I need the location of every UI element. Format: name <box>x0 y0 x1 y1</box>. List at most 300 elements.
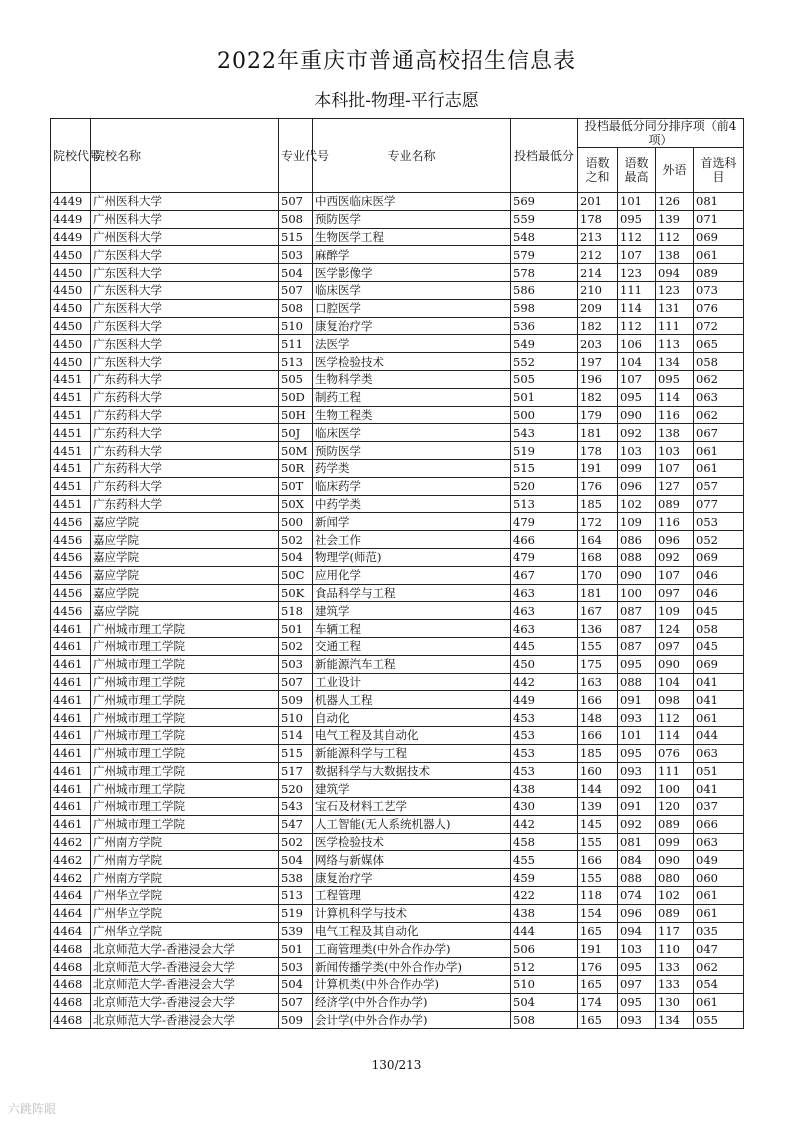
cell-first-subject: 041 <box>694 691 744 709</box>
cell-school-name: 广州南方学院 <box>91 851 279 869</box>
cell-school-code: 4468 <box>51 976 91 994</box>
cell-school-code: 4450 <box>51 335 91 353</box>
cell-school-code: 4461 <box>51 709 91 727</box>
table-row <box>51 513 744 531</box>
cell-major-name: 医学影像学 <box>313 264 511 282</box>
cell-major-name: 工业设计 <box>313 673 511 691</box>
cell-major-code: 50J <box>279 424 313 442</box>
cell-major-code: 543 <box>279 798 313 816</box>
table-row <box>51 459 744 477</box>
cell-first-subject: 045 <box>694 602 744 620</box>
table-row <box>51 406 744 424</box>
cell-first-subject: 058 <box>694 353 744 371</box>
cell-school-name: 广东医科大学 <box>91 335 279 353</box>
table-row <box>51 317 744 335</box>
cell-max: 114 <box>618 299 656 317</box>
cell-min-score: 442 <box>511 673 578 691</box>
cell-max: 099 <box>618 459 656 477</box>
cell-school-name: 广东药科大学 <box>91 477 279 495</box>
cell-major-code: 520 <box>279 780 313 798</box>
cell-max: 102 <box>618 495 656 513</box>
cell-school-code: 4450 <box>51 317 91 335</box>
cell-min-score: 548 <box>511 228 578 246</box>
cell-max: 084 <box>618 851 656 869</box>
cell-major-code: 503 <box>279 655 313 673</box>
cell-school-code: 4461 <box>51 815 91 833</box>
table-row <box>51 210 744 228</box>
cell-min-score: 508 <box>511 1011 578 1029</box>
cell-school-name: 广州南方学院 <box>91 833 279 851</box>
cell-min-score: 598 <box>511 299 578 317</box>
cell-major-name: 预防医学 <box>313 442 511 460</box>
cell-first-subject: 061 <box>694 709 744 727</box>
cell-major-code: 515 <box>279 228 313 246</box>
cell-school-name: 广州城市理工学院 <box>91 798 279 816</box>
cell-sum: 185 <box>578 744 618 762</box>
cell-first-subject: 067 <box>694 424 744 442</box>
cell-school-code: 4461 <box>51 620 91 638</box>
cell-major-code: 507 <box>279 673 313 691</box>
cell-min-score: 559 <box>511 210 578 228</box>
cell-major-name: 临床药学 <box>313 477 511 495</box>
cell-school-name: 广东医科大学 <box>91 281 279 299</box>
cell-foreign: 131 <box>656 299 694 317</box>
cell-sum: 203 <box>578 335 618 353</box>
cell-school-code: 4462 <box>51 851 91 869</box>
cell-foreign: 102 <box>656 887 694 905</box>
cell-first-subject: 062 <box>694 406 744 424</box>
cell-major-name: 临床医学 <box>313 281 511 299</box>
cell-max: 106 <box>618 335 656 353</box>
table-body <box>51 193 744 1029</box>
cell-first-subject: 057 <box>694 477 744 495</box>
cell-major-name: 机器人工程 <box>313 691 511 709</box>
table-row <box>51 495 744 513</box>
cell-max: 081 <box>618 833 656 851</box>
cell-major-code: 508 <box>279 299 313 317</box>
cell-major-name: 网络与新媒体 <box>313 851 511 869</box>
table-row <box>51 620 744 638</box>
cell-first-subject: 041 <box>694 780 744 798</box>
cell-school-name: 广东药科大学 <box>91 459 279 477</box>
table-row <box>51 851 744 869</box>
header-first-subject: 首选科目 <box>694 148 744 193</box>
page-subtitle: 本科批-物理-平行志愿 <box>314 91 479 111</box>
cell-sum: 160 <box>578 762 618 780</box>
cell-max: 095 <box>618 210 656 228</box>
cell-major-name: 预防医学 <box>313 210 511 228</box>
table-row <box>51 264 744 282</box>
table-row <box>51 370 744 388</box>
cell-min-score: 543 <box>511 424 578 442</box>
cell-max: 092 <box>618 815 656 833</box>
cell-school-code: 4450 <box>51 299 91 317</box>
cell-sum: 212 <box>578 246 618 264</box>
cell-major-code: 50C <box>279 566 313 584</box>
cell-max: 112 <box>618 228 656 246</box>
cell-school-code: 4461 <box>51 744 91 762</box>
table-row <box>51 744 744 762</box>
cell-major-code: 515 <box>279 744 313 762</box>
table-row <box>51 833 744 851</box>
cell-school-code: 4451 <box>51 477 91 495</box>
cell-major-name: 法医学 <box>313 335 511 353</box>
cell-major-code: 502 <box>279 531 313 549</box>
cell-school-name: 广东药科大学 <box>91 424 279 442</box>
cell-first-subject: 041 <box>694 673 744 691</box>
cell-school-code: 4464 <box>51 887 91 905</box>
cell-first-subject: 046 <box>694 584 744 602</box>
cell-school-name: 嘉应学院 <box>91 602 279 620</box>
cell-major-name: 工商管理类(中外合作办学) <box>313 940 511 958</box>
cell-school-name: 广州华立学院 <box>91 904 279 922</box>
cell-foreign: 095 <box>656 370 694 388</box>
table-row <box>51 193 744 211</box>
cell-major-code: 508 <box>279 210 313 228</box>
cell-school-code: 4456 <box>51 602 91 620</box>
cell-school-name: 嘉应学院 <box>91 548 279 566</box>
cell-school-code: 4451 <box>51 370 91 388</box>
cell-max: 086 <box>618 531 656 549</box>
cell-max: 092 <box>618 424 656 442</box>
cell-first-subject: 061 <box>694 904 744 922</box>
cell-foreign: 133 <box>656 958 694 976</box>
cell-foreign: 117 <box>656 922 694 940</box>
cell-min-score: 512 <box>511 958 578 976</box>
cell-min-score: 458 <box>511 833 578 851</box>
cell-major-name: 新能源科学与工程 <box>313 744 511 762</box>
cell-min-score: 445 <box>511 637 578 655</box>
cell-first-subject: 076 <box>694 299 744 317</box>
table-row <box>51 602 744 620</box>
cell-sum: 155 <box>578 637 618 655</box>
cell-school-name: 广东医科大学 <box>91 299 279 317</box>
cell-school-code: 4451 <box>51 442 91 460</box>
cell-school-code: 4464 <box>51 904 91 922</box>
cell-foreign: 103 <box>656 442 694 460</box>
header-sum: 语数之和 <box>578 148 618 193</box>
cell-major-code: 507 <box>279 993 313 1011</box>
cell-school-code: 4451 <box>51 424 91 442</box>
cell-major-code: 509 <box>279 1011 313 1029</box>
cell-major-code: 507 <box>279 281 313 299</box>
cell-school-name: 广州城市理工学院 <box>91 655 279 673</box>
cell-max: 095 <box>618 958 656 976</box>
table-row <box>51 584 744 602</box>
cell-sum: 145 <box>578 815 618 833</box>
cell-foreign: 094 <box>656 264 694 282</box>
cell-school-code: 4461 <box>51 726 91 744</box>
cell-school-name: 嘉应学院 <box>91 513 279 531</box>
admission-table <box>50 118 744 1029</box>
cell-first-subject: 066 <box>694 815 744 833</box>
table-row <box>51 976 744 994</box>
cell-school-name: 广东药科大学 <box>91 495 279 513</box>
cell-major-code: 50K <box>279 584 313 602</box>
cell-max: 103 <box>618 940 656 958</box>
header-foreign: 外语 <box>656 148 694 193</box>
cell-min-score: 505 <box>511 370 578 388</box>
cell-foreign: 107 <box>656 566 694 584</box>
cell-major-name: 医学检验技术 <box>313 353 511 371</box>
cell-first-subject: 061 <box>694 993 744 1011</box>
cell-first-subject: 055 <box>694 1011 744 1029</box>
cell-school-name: 广东医科大学 <box>91 353 279 371</box>
cell-school-code: 4456 <box>51 513 91 531</box>
table-row <box>51 869 744 887</box>
cell-max: 091 <box>618 798 656 816</box>
cell-sum: 179 <box>578 406 618 424</box>
cell-first-subject: 089 <box>694 264 744 282</box>
cell-min-score: 520 <box>511 477 578 495</box>
cell-max: 123 <box>618 264 656 282</box>
cell-foreign: 109 <box>656 602 694 620</box>
cell-sum: 166 <box>578 691 618 709</box>
cell-first-subject: 077 <box>694 495 744 513</box>
cell-foreign: 114 <box>656 388 694 406</box>
cell-sum: 165 <box>578 922 618 940</box>
cell-max: 093 <box>618 762 656 780</box>
cell-major-code: 504 <box>279 976 313 994</box>
table-row <box>51 673 744 691</box>
cell-sum: 182 <box>578 317 618 335</box>
cell-foreign: 116 <box>656 513 694 531</box>
cell-sum: 165 <box>578 1011 618 1029</box>
table-row <box>51 281 744 299</box>
cell-min-score: 422 <box>511 887 578 905</box>
cell-major-code: 50R <box>279 459 313 477</box>
cell-major-code: 50X <box>279 495 313 513</box>
cell-major-name: 交通工程 <box>313 637 511 655</box>
cell-sum: 139 <box>578 798 618 816</box>
header-min-score: 投档最低分 <box>511 119 578 193</box>
cell-foreign: 100 <box>656 780 694 798</box>
cell-first-subject: 063 <box>694 744 744 762</box>
cell-min-score: 500 <box>511 406 578 424</box>
cell-foreign: 120 <box>656 798 694 816</box>
cell-min-score: 513 <box>511 495 578 513</box>
cell-major-code: 500 <box>279 513 313 531</box>
cell-major-name: 人工智能(无人系统机器人) <box>313 815 511 833</box>
cell-school-name: 广州城市理工学院 <box>91 726 279 744</box>
cell-min-score: 444 <box>511 922 578 940</box>
cell-foreign: 089 <box>656 904 694 922</box>
cell-first-subject: 049 <box>694 851 744 869</box>
cell-max: 091 <box>618 691 656 709</box>
cell-school-name: 广州城市理工学院 <box>91 691 279 709</box>
cell-sum: 155 <box>578 833 618 851</box>
cell-major-name: 中西医临床医学 <box>313 193 511 211</box>
table-row <box>51 762 744 780</box>
cell-max: 107 <box>618 246 656 264</box>
cell-first-subject: 061 <box>694 442 744 460</box>
cell-major-name: 食品科学与工程 <box>313 584 511 602</box>
cell-first-subject: 062 <box>694 958 744 976</box>
cell-max: 094 <box>618 922 656 940</box>
cell-foreign: 134 <box>656 353 694 371</box>
cell-major-name: 电气工程及其自动化 <box>313 726 511 744</box>
cell-school-name: 广东药科大学 <box>91 406 279 424</box>
cell-major-name: 口腔医学 <box>313 299 511 317</box>
cell-min-score: 438 <box>511 780 578 798</box>
cell-min-score: 578 <box>511 264 578 282</box>
cell-major-code: 507 <box>279 193 313 211</box>
cell-first-subject: 037 <box>694 798 744 816</box>
cell-min-score: 510 <box>511 976 578 994</box>
cell-max: 111 <box>618 281 656 299</box>
cell-major-name: 制药工程 <box>313 388 511 406</box>
cell-school-code: 4450 <box>51 281 91 299</box>
cell-major-name: 宝石及材料工艺学 <box>313 798 511 816</box>
cell-school-name: 广东医科大学 <box>91 264 279 282</box>
cell-foreign: 134 <box>656 1011 694 1029</box>
cell-max: 104 <box>618 353 656 371</box>
cell-major-code: 538 <box>279 869 313 887</box>
cell-max: 095 <box>618 993 656 1011</box>
cell-sum: 213 <box>578 228 618 246</box>
cell-major-code: 519 <box>279 904 313 922</box>
cell-min-score: 442 <box>511 815 578 833</box>
cell-first-subject: 065 <box>694 335 744 353</box>
table-row <box>51 655 744 673</box>
cell-min-score: 453 <box>511 726 578 744</box>
cell-school-code: 4450 <box>51 353 91 371</box>
cell-max: 087 <box>618 620 656 638</box>
cell-first-subject: 071 <box>694 210 744 228</box>
cell-min-score: 466 <box>511 531 578 549</box>
cell-school-name: 广州城市理工学院 <box>91 637 279 655</box>
cell-first-subject: 069 <box>694 548 744 566</box>
cell-major-name: 计算机科学与技术 <box>313 904 511 922</box>
cell-max: 100 <box>618 584 656 602</box>
cell-max: 090 <box>618 566 656 584</box>
cell-sum: 185 <box>578 495 618 513</box>
cell-foreign: 112 <box>656 228 694 246</box>
cell-min-score: 453 <box>511 744 578 762</box>
cell-max: 097 <box>618 976 656 994</box>
cell-min-score: 463 <box>511 602 578 620</box>
cell-sum: 155 <box>578 869 618 887</box>
table-row <box>51 299 744 317</box>
cell-school-name: 广州医科大学 <box>91 228 279 246</box>
cell-foreign: 127 <box>656 477 694 495</box>
cell-sum: 201 <box>578 193 618 211</box>
cell-school-code: 4450 <box>51 264 91 282</box>
cell-major-name: 计算机类(中外合作办学) <box>313 976 511 994</box>
cell-school-code: 4451 <box>51 406 91 424</box>
cell-sum: 154 <box>578 904 618 922</box>
cell-school-name: 广州城市理工学院 <box>91 744 279 762</box>
cell-school-code: 4450 <box>51 246 91 264</box>
cell-foreign: 076 <box>656 744 694 762</box>
cell-sum: 176 <box>578 958 618 976</box>
cell-school-code: 4461 <box>51 637 91 655</box>
cell-min-score: 586 <box>511 281 578 299</box>
table-row <box>51 477 744 495</box>
table-row <box>51 335 744 353</box>
cell-foreign: 098 <box>656 691 694 709</box>
cell-school-code: 4468 <box>51 940 91 958</box>
cell-major-code: 511 <box>279 335 313 353</box>
cell-max: 092 <box>618 780 656 798</box>
cell-foreign: 126 <box>656 193 694 211</box>
cell-foreign: 107 <box>656 459 694 477</box>
page-number: 130/213 <box>371 1058 422 1072</box>
cell-min-score: 463 <box>511 584 578 602</box>
cell-major-code: 502 <box>279 637 313 655</box>
cell-min-score: 453 <box>511 762 578 780</box>
cell-max: 093 <box>618 1011 656 1029</box>
table-row <box>51 780 744 798</box>
cell-school-name: 广州城市理工学院 <box>91 673 279 691</box>
cell-sum: 174 <box>578 993 618 1011</box>
cell-major-code: 503 <box>279 246 313 264</box>
cell-school-code: 4449 <box>51 228 91 246</box>
cell-school-name: 广州城市理工学院 <box>91 620 279 638</box>
cell-major-code: 501 <box>279 940 313 958</box>
cell-major-code: 503 <box>279 958 313 976</box>
cell-major-name: 医学检验技术 <box>313 833 511 851</box>
cell-first-subject: 060 <box>694 869 744 887</box>
cell-sum: 148 <box>578 709 618 727</box>
table-row <box>51 958 744 976</box>
cell-school-name: 广州华立学院 <box>91 922 279 940</box>
cell-school-name: 广州医科大学 <box>91 210 279 228</box>
cell-max: 087 <box>618 637 656 655</box>
cell-foreign: 124 <box>656 620 694 638</box>
table-row <box>51 709 744 727</box>
cell-foreign: 099 <box>656 833 694 851</box>
cell-school-code: 4461 <box>51 655 91 673</box>
cell-first-subject: 035 <box>694 922 744 940</box>
cell-foreign: 116 <box>656 406 694 424</box>
cell-school-code: 4451 <box>51 388 91 406</box>
cell-max: 103 <box>618 442 656 460</box>
cell-major-code: 518 <box>279 602 313 620</box>
header-major-code: 专业代号 <box>279 119 313 193</box>
cell-major-name: 建筑学 <box>313 780 511 798</box>
table-row <box>51 940 744 958</box>
cell-school-name: 北京师范大学-香港浸会大学 <box>91 993 279 1011</box>
table-row <box>51 798 744 816</box>
cell-first-subject: 069 <box>694 655 744 673</box>
cell-school-name: 北京师范大学-香港浸会大学 <box>91 976 279 994</box>
table-row <box>51 815 744 833</box>
cell-first-subject: 051 <box>694 762 744 780</box>
cell-major-name: 物理学(师范) <box>313 548 511 566</box>
cell-major-code: 513 <box>279 353 313 371</box>
cell-school-name: 广州城市理工学院 <box>91 815 279 833</box>
cell-first-subject: 053 <box>694 513 744 531</box>
cell-first-subject: 063 <box>694 388 744 406</box>
cell-school-code: 4464 <box>51 922 91 940</box>
cell-school-name: 广州南方学院 <box>91 869 279 887</box>
table-row <box>51 531 744 549</box>
cell-school-code: 4468 <box>51 958 91 976</box>
cell-school-code: 4456 <box>51 566 91 584</box>
cell-school-code: 4451 <box>51 459 91 477</box>
cell-min-score: 438 <box>511 904 578 922</box>
cell-sum: 136 <box>578 620 618 638</box>
cell-foreign: 097 <box>656 637 694 655</box>
cell-major-name: 应用化学 <box>313 566 511 584</box>
cell-min-score: 519 <box>511 442 578 460</box>
cell-sum: 170 <box>578 566 618 584</box>
cell-min-score: 549 <box>511 335 578 353</box>
cell-school-code: 4461 <box>51 673 91 691</box>
cell-first-subject: 045 <box>694 637 744 655</box>
cell-first-subject: 062 <box>694 370 744 388</box>
